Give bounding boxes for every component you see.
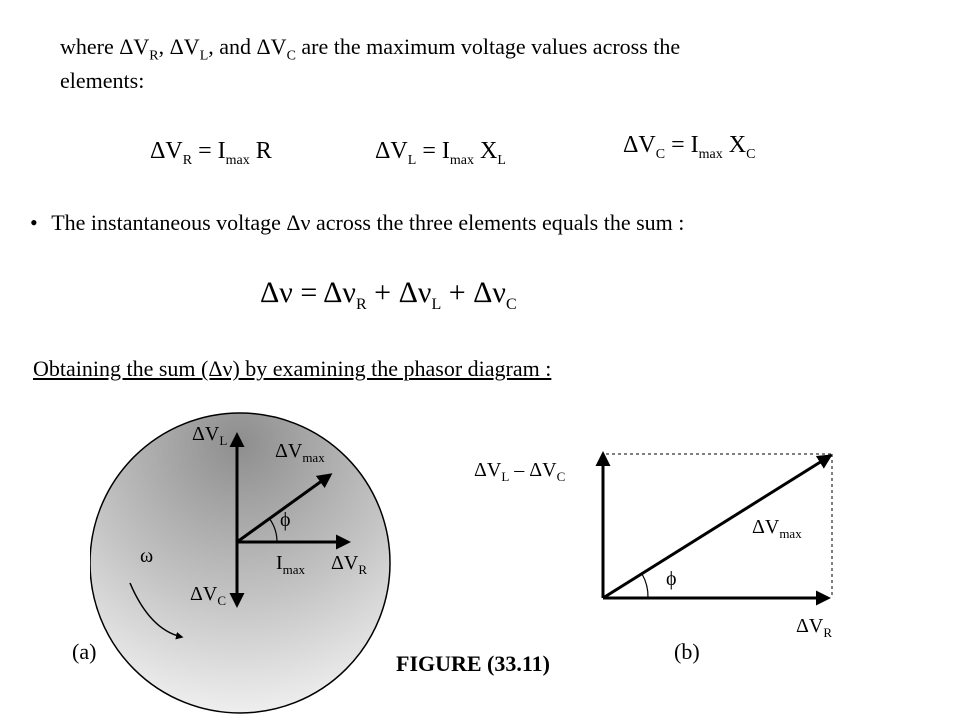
equation-vc: $\Delta V_C = I_{max}$ $X_C$ xyxy=(623,132,756,162)
fig-b-phi-label: ϕ xyxy=(666,568,677,590)
phasor-heading: Obtaining the sum (Δν) by examining the phasor diagram : xyxy=(33,356,552,381)
fig-a-vr-label: $\Delta V_R$ xyxy=(331,552,367,577)
fig-a-phi-label: ϕ xyxy=(280,509,291,531)
sum-equation: $\Delta\nu = \Delta\nu_R + \Delta\nu_L + \Delta\nu_C$ xyxy=(260,276,517,313)
fig-a-caption: (a) xyxy=(72,639,97,664)
fig-a-omega-label: ω xyxy=(140,545,154,567)
bullet-mark: • xyxy=(30,210,38,235)
fig-a-vc-label: $\Delta V_C$ xyxy=(190,583,226,608)
fig-b-vmax-label: $\Delta V_{max}$ xyxy=(752,516,802,541)
figure-caption: FIGURE (33.11) xyxy=(396,651,550,676)
fig-a-vmax-label: $\Delta V_{max}$ xyxy=(275,440,325,465)
bullet-text: The instantaneous voltage Δν across the three elements equals the sum : xyxy=(51,210,685,235)
intro-line-1: where $\Delta V_R$, $\Delta V_L$, and $\Delta V_C$ are the maximum voltage values across the xyxy=(60,34,681,64)
phi-arc-b xyxy=(642,574,648,598)
fig-b-vr-label: $\Delta V_R$ xyxy=(796,615,832,640)
figure-b-diagram xyxy=(590,440,850,620)
equation-vl: $\Delta V_L = I_{max}$ $X_L$ xyxy=(375,138,506,168)
fig-b-caption: (b) xyxy=(674,639,700,664)
fig-a-vl-label: $\Delta V_L$ xyxy=(192,423,228,448)
bullet-line xyxy=(30,208,684,238)
intro-line-2: elements: xyxy=(60,68,145,93)
fig-a-imax-label: $I_{max}$ xyxy=(276,552,306,577)
fig-b-diff-label: $\Delta V_L - \Delta V_C$ xyxy=(474,459,566,484)
equation-vr: $\Delta V_R = I_{max}$ R xyxy=(150,138,272,168)
